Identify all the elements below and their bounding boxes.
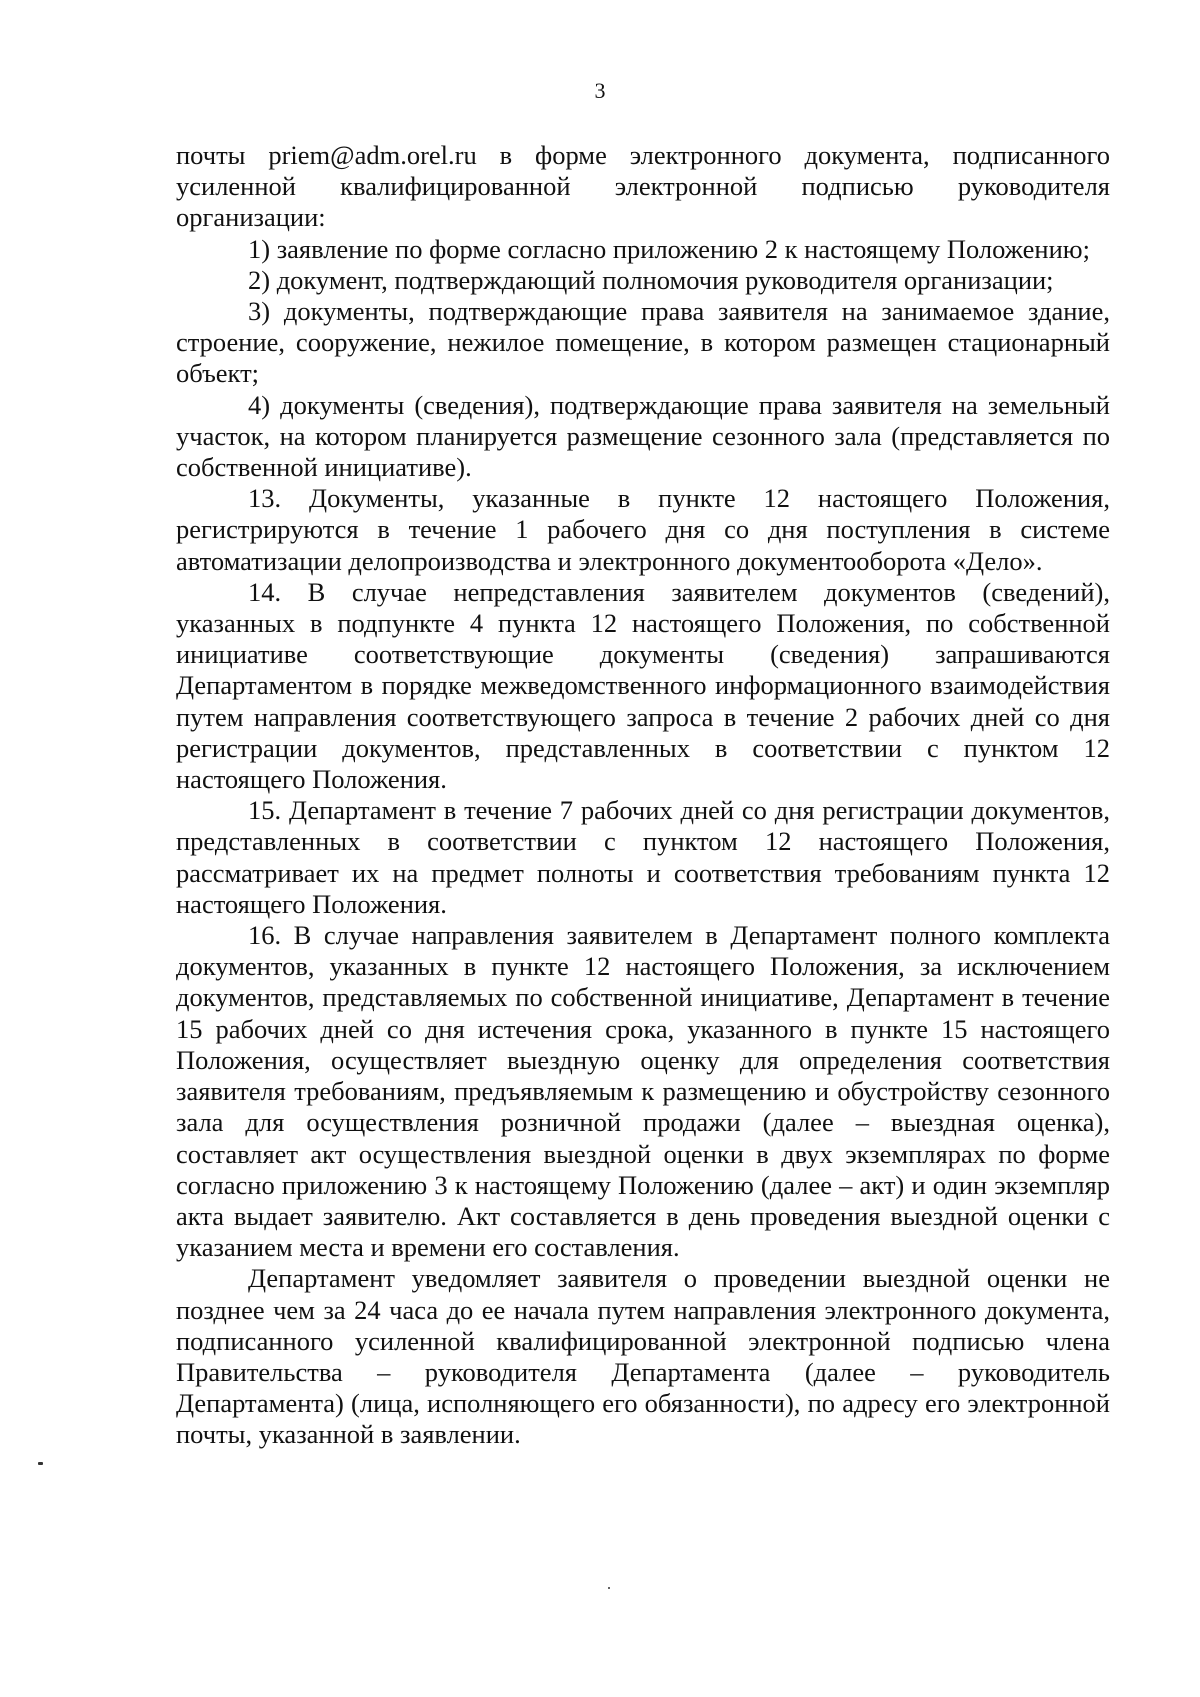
paragraph-email-submission: почты priem@adm.orel.ru в форме электронного документа, подписанного усиленной квалифицированной электронной подписью руководителя организации: <box>176 140 1110 233</box>
scan-speck <box>608 1587 610 1589</box>
paragraph-notification: Департамент уведомляет заявителя о проведении выездной оценки не позднее чем за 24 часа до ее начала путем направления электронного документа, подписанного усиленной квалифицированной электронной подписью члена Правительства – руководителя Департамента (далее – руководитель Департамента) (лица, исполняющего его обязанности), по адресу его электронной почты, указанной в заявлении. <box>176 1263 1110 1450</box>
paragraph-item-1: 1) заявление по форме согласно приложению 2 к настоящему Положению; <box>248 233 1090 264</box>
paragraph-clause-14: 14. В случае непредставления заявителем документов (сведений), указанных в подпункте 4 пункта 12 настоящего Положения, по собственной инициативе соответствующие документы (сведения) запрашиваются Департаментом в порядке межведомственного информационного взаимодействия путем направления соответствующего запроса в течение 2 рабочих дней со дня регистрации документов, представленных в соответствии с пунктом 12 настоящего Положения. <box>176 576 1110 795</box>
paragraph-item-4: 4) документы (сведения), подтверждающие права заявителя на земельный участок, на котором планируется размещение сезонного зала (представляется по собственной инициативе). <box>176 389 1110 483</box>
paragraph-item-2: 2) документ, подтверждающий полномочия руководителя организации; <box>248 264 1054 295</box>
paragraph-item-3: 3) документы, подтверждающие права заявителя на занимаемое здание, строение, сооружение, нежилое помещение, в котором размещен стационарный объект; <box>176 296 1110 389</box>
paragraph-clause-16: 16. В случае направления заявителем в Департамент полного комплекта документов, указанных в пункте 12 настоящего Положения, за исключением документов, представляемых по собственной инициативе, Департамент в течение 15 рабочих дней со дня истечения срока, указанного в пункте 15 настоящего Положения, осуществляет выездную оценку для определения соответствия заявителя требованиям, предъявляемым к размещению и обустройству сезонного зала для осуществления розничной продажи (далее – выездная оценка), составляет акт осуществления выездной оценки в двух экземплярах по форме согласно приложению 3 к настоящему Положению (далее – акт) и один экземпляр акта выдает заявителю. Акт составляется в день проведения выездной оценки с указанием места и времени его составления. <box>176 920 1110 1263</box>
page-number: 3 <box>594 78 606 103</box>
paragraph-clause-15: 15. Департамент в течение 7 рабочих дней со дня регистрации документов, представленных в соответствии с пунктом 12 настоящего Положения, рассматривает их на предмет полноты и соответствия требованиям пункта 12 настоящего Положения. <box>176 795 1110 919</box>
document-body <box>176 140 1110 1451</box>
scan-speck <box>38 1462 43 1465</box>
paragraph-clause-13: 13. Документы, указанные в пункте 12 настоящего Положения, регистрируются в течение 1 рабочего дня со дня поступления в системе автоматизации делопроизводства и электронного документооборота «Дело». <box>176 483 1110 576</box>
